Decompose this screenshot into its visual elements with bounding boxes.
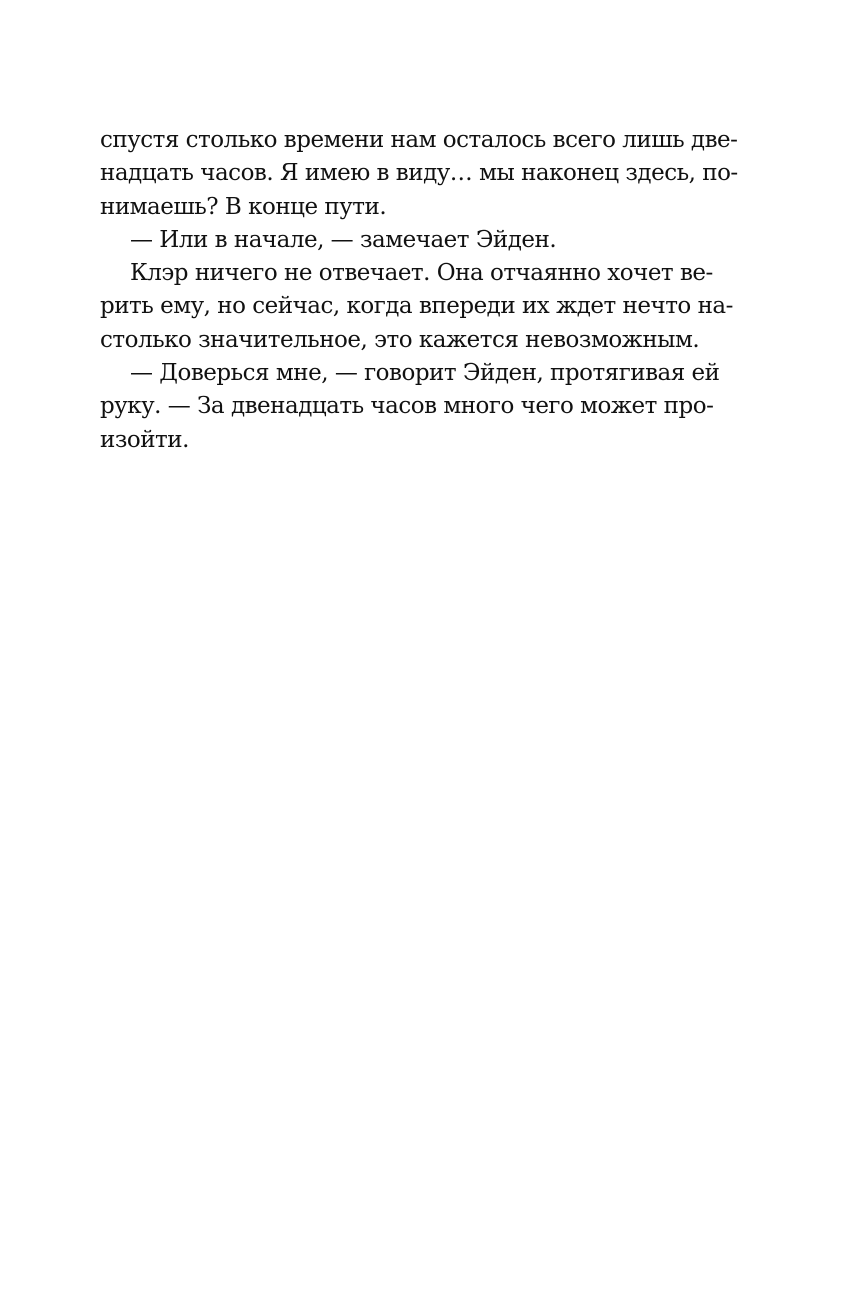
paragraph-4 bbox=[100, 357, 720, 457]
text-line: спустя столько времени нам осталось всего лишь две- bbox=[100, 127, 738, 153]
paragraph-2 bbox=[100, 224, 692, 257]
text-line: — Или в начале, — замечает Эйден. bbox=[130, 226, 557, 253]
text-line: надцать часов. Я имею в виду… мы наконец здесь, по- bbox=[100, 160, 738, 187]
text-line: рить ему, но сейчас, когда впереди их ждет нечто на- bbox=[100, 293, 733, 320]
text-line: столько значительное, это кажется невозможным. bbox=[100, 326, 700, 353]
text-line: — Доверься мне, — говорит Эйден, протягивая ей bbox=[130, 360, 720, 387]
text-line: нимаешь? В конце пути. bbox=[100, 193, 387, 220]
paragraph-3 bbox=[100, 257, 733, 357]
text-line: руку. — За двенадцать часов много чего может про- bbox=[100, 393, 714, 420]
text-line: Клэр ничего не отвечает. Она отчаянно хочет ве- bbox=[130, 260, 713, 287]
body-text bbox=[100, 124, 738, 457]
text-line: изойти. bbox=[100, 426, 189, 453]
paragraph-1 bbox=[100, 124, 738, 224]
